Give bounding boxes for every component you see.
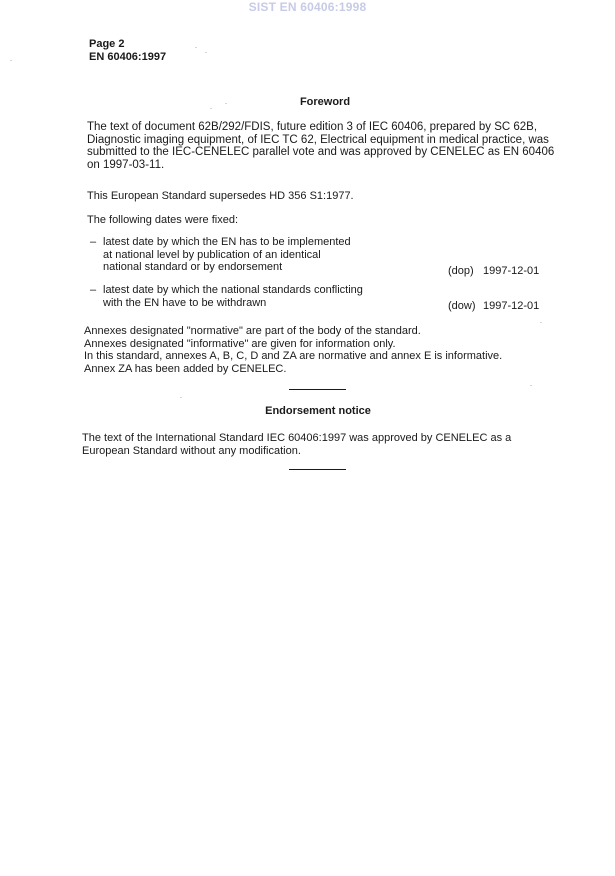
scan-speck [205, 52, 207, 53]
endorsement-paragraph [82, 432, 562, 457]
annex-notes [84, 325, 564, 375]
text-line: The text of document 62B/292/FDIS, future edition 3 of IEC 60406, prepared by SC 62B, [87, 121, 538, 133]
date-code: (dow) [448, 300, 476, 312]
scan-speck [180, 397, 182, 398]
text-line: Annexes designated "informative" are given for information only. [84, 337, 396, 350]
text-line: Diagnostic imaging equipment, of IEC TC 62, Electrical equipment in medical practice, was [87, 133, 549, 146]
foreword-paragraph [87, 121, 567, 171]
scan-speck [530, 385, 532, 386]
list-dash: – [90, 236, 97, 248]
text-line: national standard or by endorsement [103, 261, 283, 273]
text-line: Annex ZA has been added by CENELEC. [84, 362, 287, 375]
date-item-dop [90, 236, 560, 277]
page-header [89, 38, 166, 64]
date-value: 1997-12-01 [483, 300, 540, 312]
date-item-dow [90, 284, 560, 312]
document-watermark: SIST EN 60406:1998 [248, 0, 367, 14]
scan-speck [10, 60, 12, 61]
text-line: The text of the International Standard IEC 60406:1997 was approved by CENELEC as a [82, 432, 512, 444]
date-item-description [103, 236, 403, 274]
section-divider [289, 469, 346, 470]
scan-speck [195, 47, 197, 48]
text-line: Annexes designated "normative" are part of the body of the standard. [84, 325, 421, 337]
supersedes-statement: This European Standard supersedes HD 356 S1:1977. [87, 190, 354, 202]
text-line: with the EN have to be withdrawn [103, 296, 267, 309]
date-code: (dop) [448, 265, 474, 277]
text-line: latest date by which the EN has to be implemented [103, 236, 351, 248]
date-value: 1997-12-01 [483, 265, 540, 277]
page-number: Page 2 [89, 38, 125, 50]
section-divider [289, 389, 346, 390]
text-line: latest date by which the national standards conflicting [103, 284, 363, 296]
text-line: In this standard, annexes A, B, C, D and ZA are normative and annex E is informative. [84, 350, 503, 362]
endorsement-heading: Endorsement notice [265, 405, 371, 417]
text-line: European Standard without any modification. [82, 444, 301, 457]
scan-speck [210, 108, 212, 109]
scan-speck [540, 322, 542, 323]
text-line: submitted to the IEC-CENELEC parallel vote and was approved by CENELEC as EN 60406 [87, 146, 555, 158]
foreword-heading: Foreword [299, 96, 351, 108]
text-line: on 1997-03-11. [87, 158, 165, 171]
dates-intro: The following dates were fixed: [87, 214, 239, 226]
list-dash: – [90, 284, 97, 296]
text-line: at national level by publication of an identical [103, 248, 321, 261]
standard-number: EN 60406:1997 [89, 51, 167, 63]
date-item-description [103, 284, 403, 309]
